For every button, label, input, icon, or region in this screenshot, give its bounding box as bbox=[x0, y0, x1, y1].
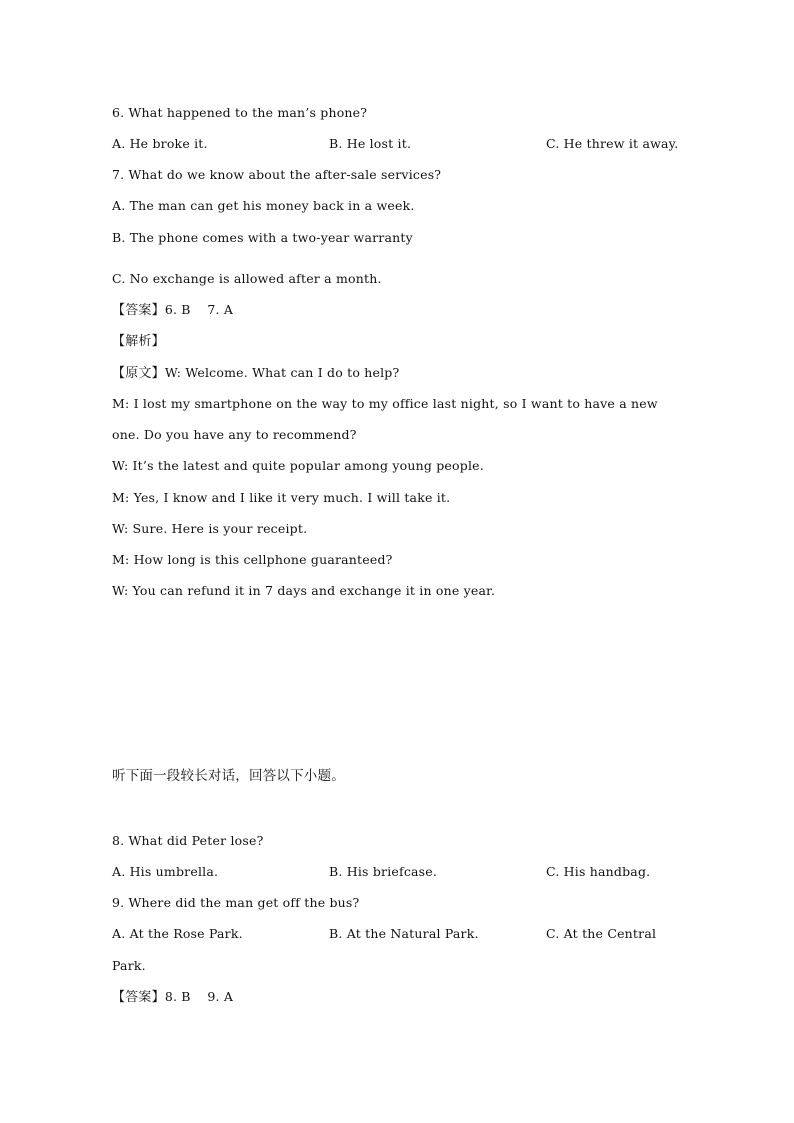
section2-instruction: 听下面一段较长对话，回答以下小题。 bbox=[112, 768, 345, 784]
transcript-line-5: M: Yes, I know and I like it very much. I will take it. bbox=[112, 490, 451, 505]
question-6: 6. What happened to the man’s phone? bbox=[112, 105, 368, 120]
analysis-tag bbox=[112, 333, 165, 350]
transcript-line-6: W: Sure. Here is your receipt. bbox=[112, 521, 308, 536]
q9-option-b: B. At the Natural Park. bbox=[329, 926, 479, 941]
answer-text: 6. B 7. A bbox=[164, 302, 234, 317]
transcript-line-1 bbox=[112, 365, 399, 382]
q8-option-b: B. His briefcase. bbox=[329, 864, 438, 879]
transcript-line-3: one. Do you have any to recommend? bbox=[112, 427, 357, 442]
q6-option-a: A. He broke it. bbox=[112, 136, 208, 151]
transcript-line-8: W: You can refund it in 7 days and exchange it in one year. bbox=[112, 583, 496, 598]
answer-tag-2: 【答案】 bbox=[112, 990, 165, 1005]
q7-option-c: C. No exchange is allowed after a month. bbox=[112, 271, 382, 286]
analysis-tag-text: 【解析】 bbox=[112, 334, 165, 349]
transcript-line-2: M: I lost my smartphone on the way to my office last night, so I want to have a new bbox=[112, 396, 658, 411]
question-8: 8. What did Peter lose? bbox=[112, 833, 264, 848]
q6-option-b: B. He lost it. bbox=[329, 136, 412, 151]
q9-option-c-continuation: Park. bbox=[112, 958, 146, 973]
q9-option-c: C. At the Central bbox=[546, 926, 657, 941]
transcript-line-4: W: It’s the latest and quite popular among young people. bbox=[112, 458, 484, 473]
q6-option-c: C. He threw it away. bbox=[546, 136, 679, 151]
q8-option-c: C. His handbag. bbox=[546, 864, 651, 879]
transcript-tag: 【原文】 bbox=[112, 366, 165, 381]
question-9: 9. Where did the man get off the bus? bbox=[112, 895, 360, 910]
answer-line-2 bbox=[112, 989, 233, 1006]
answer-line-1 bbox=[112, 302, 233, 319]
q9-option-a: A. At the Rose Park. bbox=[112, 926, 243, 941]
q7-option-b: B. The phone comes with a two-year warranty bbox=[112, 230, 413, 245]
q7-option-a: A. The man can get his money back in a week. bbox=[112, 198, 415, 213]
answer-text-2: 8. B 9. A bbox=[164, 989, 234, 1004]
transcript-text-1: W: Welcome. What can I do to help? bbox=[164, 365, 400, 380]
q8-option-a: A. His umbrella. bbox=[112, 864, 219, 879]
transcript-line-7: M: How long is this cellphone guaranteed? bbox=[112, 552, 393, 567]
answer-tag: 【答案】 bbox=[112, 303, 165, 318]
question-7: 7. What do we know about the after-sale services? bbox=[112, 167, 442, 182]
